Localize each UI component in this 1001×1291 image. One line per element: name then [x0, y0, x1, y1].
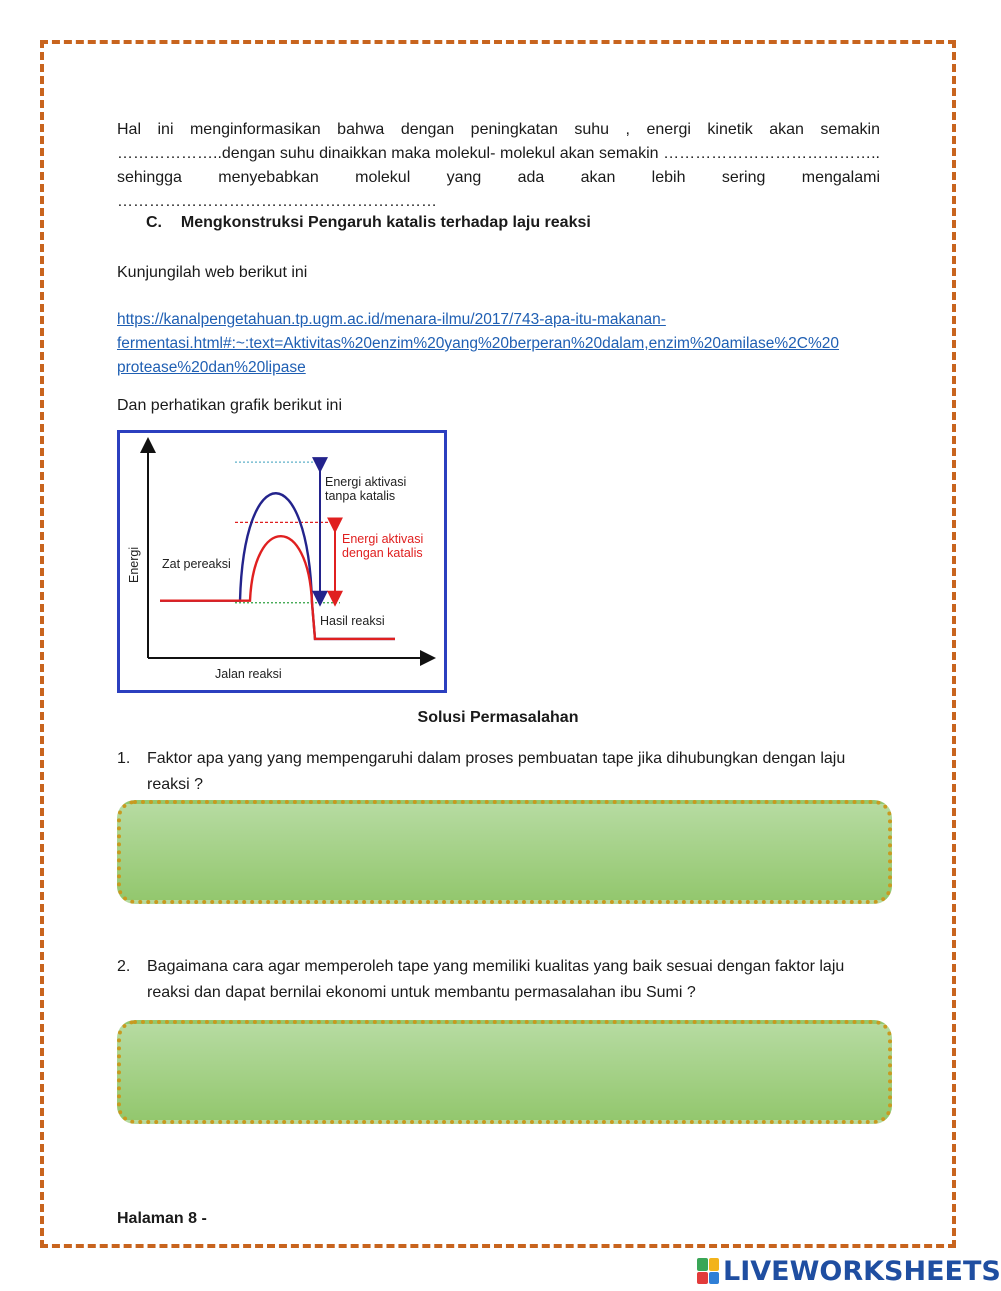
- link-line[interactable]: protease%20dan%20lipase: [117, 359, 306, 376]
- activation-energy-chart: [117, 430, 447, 693]
- solution-heading: Solusi Permasalahan: [417, 709, 579, 726]
- link-line[interactable]: fermentasi.html#:~:text=Aktivitas%20enzim%20yang%20berperan%20dalam,enzim%20amilase%2C%20: [117, 335, 839, 352]
- question-text: Faktor apa yang yang mempengaruhi dalam proses pembuatan tape jika dihubungkan dengan laju reaksi ?: [147, 750, 846, 793]
- y-axis-label: Energi: [127, 546, 141, 583]
- question-text: Bagaimana cara agar memperoleh tape yang memiliki kualitas yang baik sesuai dengan faktor laju reaksi dan dapat bernilai ekonomi untuk membantu permasalahan ibu Sumi ?: [147, 958, 845, 1001]
- reference-link[interactable]: [117, 308, 880, 380]
- ea-catalyzed-label-1: Energi aktivasi: [342, 532, 424, 546]
- ea-uncatalyzed-label-2: tanpa katalis: [325, 489, 396, 503]
- liveworksheets-logo-icon: [697, 1258, 719, 1284]
- section-title: Mengkonstruksi Pengaruh katalis terhadap laju reaksi: [180, 214, 591, 231]
- page-footer: Halaman 8 -: [117, 1210, 207, 1227]
- paragraph-line: sehingga menyebabkan molekul yang ada akan lebih sering mengalami: [117, 169, 880, 186]
- intro-paragraph: [117, 118, 880, 214]
- paragraph-line: ………………..dengan suhu dinaikkan maka molekul- molekul akan semakin …………………………………..: [117, 145, 880, 162]
- product-label: Hasil reaksi: [320, 614, 385, 628]
- visit-text: Kunjungilah web berikut ini: [117, 264, 308, 281]
- ea-catalyzed-label-2: dengan katalis: [342, 546, 423, 560]
- brand-name: LIVEWORKSHEETS: [723, 1255, 1001, 1287]
- answer-box-1[interactable]: [117, 800, 892, 904]
- question-number: 1.: [117, 750, 131, 767]
- link-line[interactable]: https://kanalpengetahuan.tp.ugm.ac.id/menara-ilmu/2017/743-apa-itu-makanan-: [117, 311, 666, 328]
- graph-intro: Dan perhatikan grafik berikut ini: [117, 397, 343, 414]
- paragraph-line: Hal ini menginformasikan bahwa dengan peningkatan suhu , energi kinetik akan semakin: [117, 121, 880, 138]
- reactant-label: Zat pereaksi: [162, 557, 231, 571]
- ea-uncatalyzed-label-1: Energi aktivasi: [325, 475, 407, 489]
- paragraph-line: ……………………………………………………: [117, 193, 437, 210]
- question-number: 2.: [117, 958, 131, 975]
- answer-box-2[interactable]: [117, 1020, 892, 1124]
- brand-mark: [697, 1256, 1001, 1286]
- section-heading: [146, 214, 591, 232]
- x-axis-label: Jalan reaksi: [215, 667, 282, 681]
- chart-svg: [120, 433, 444, 690]
- section-label: C.: [146, 214, 162, 231]
